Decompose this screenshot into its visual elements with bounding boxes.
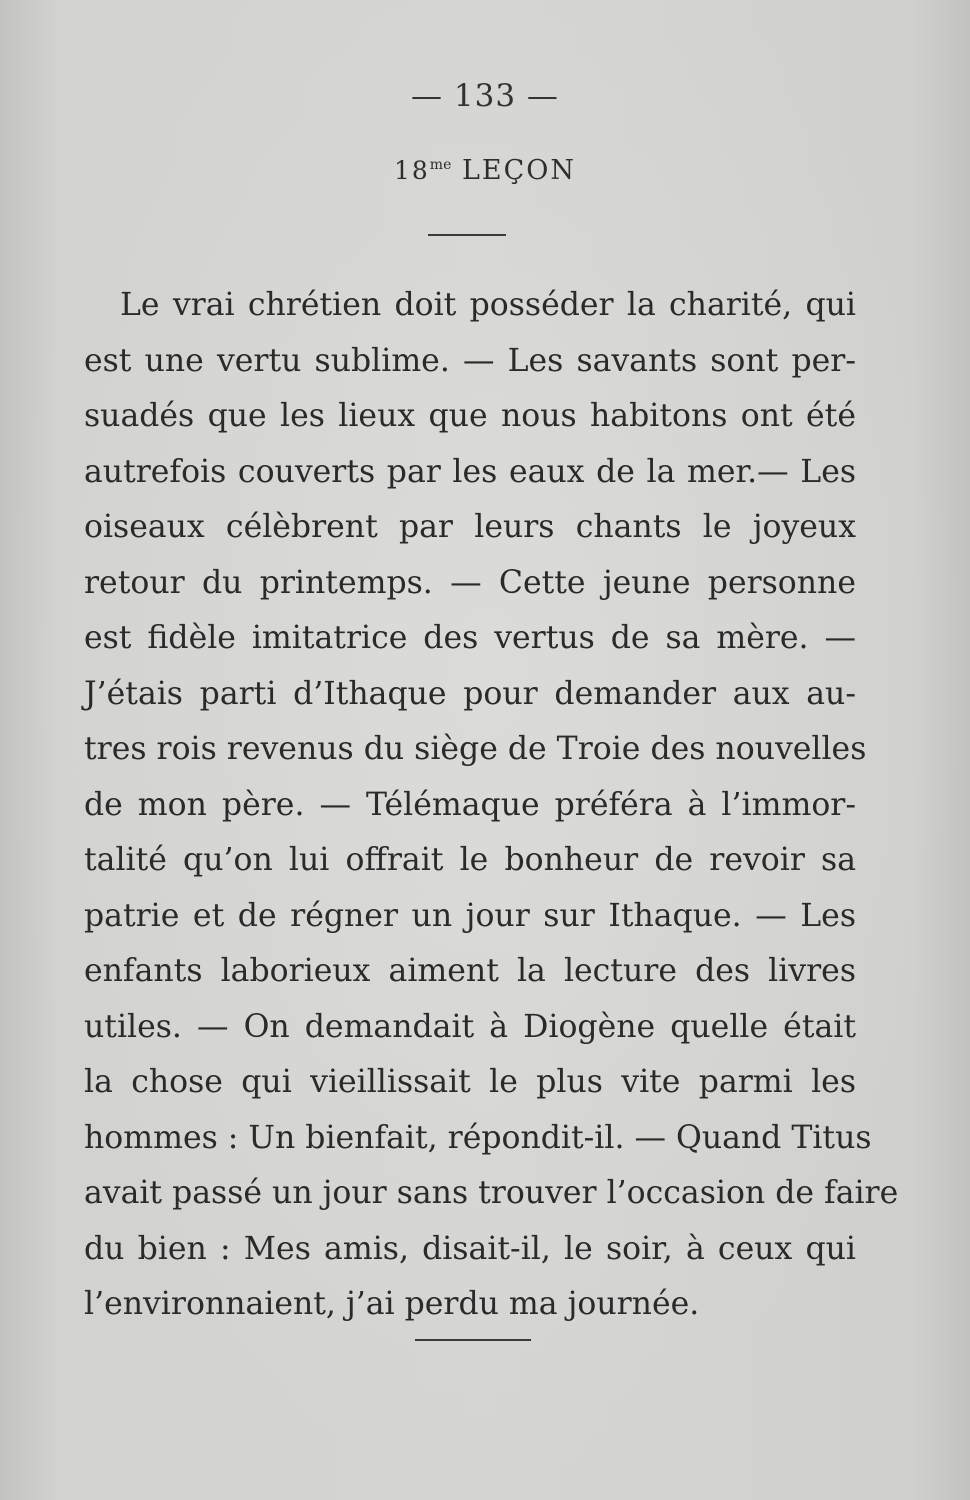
lesson-paragraph [84, 278, 899, 1333]
top-divider [428, 234, 506, 236]
text-line: autrefois couverts par les eaux de la mer.— Les [84, 453, 856, 490]
lesson-ordinal: 18 [393, 156, 430, 185]
text-line: est une vertu sublime. — Les savants sont per- [84, 342, 856, 379]
text-line: tres rois revenus du siège de Troie des nouvelles [84, 731, 867, 767]
text-line: patrie et de régner un jour sur Ithaque. — Les [84, 897, 856, 934]
text-line: l’environnaient, j’ai perdu ma journée. [84, 1286, 700, 1322]
text-line: J’étais parti d’Ithaque pour demander aux au- [84, 675, 856, 712]
text-line: retour du printemps. — Cette jeune personne [84, 564, 856, 601]
bottom-divider [415, 1339, 531, 1341]
text-line: enfants laborieux aiment la lecture des livres [84, 953, 856, 989]
lesson-title [0, 155, 970, 186]
text-line: utiles. — On demandait à Diogène quelle était [84, 1008, 856, 1045]
text-line: oiseaux célèbrent par leurs chants le joyeux [84, 509, 856, 545]
text-line: suadés que les lieux que nous habitons ont été [84, 398, 856, 434]
text-line: avait passé un jour sans trouver l’occasion de faire [84, 1175, 899, 1211]
text-line: Le vrai chrétien doit posséder la charité, qui [120, 287, 856, 323]
text-line: la chose qui vieillissait le plus vite parmi les [84, 1064, 856, 1100]
lesson-title-word: LEÇON [461, 155, 577, 186]
lesson-ordinal-superscript: me [429, 157, 452, 173]
page-number: — 133 — [411, 78, 559, 114]
text-line: de mon père. — Télémaque préféra à l’immor- [84, 786, 856, 823]
text-line: du bien : Mes amis, disait-il, le soir, à ceux qui [84, 1230, 856, 1267]
text-line: est fidèle imitatrice des vertus de sa mère. — [84, 620, 856, 656]
text-line: hommes : Un bienfait, répondit-il. — Quand Titus [84, 1119, 872, 1156]
text-line: talité qu’on lui offrait le bonheur de revoir sa [84, 842, 856, 878]
